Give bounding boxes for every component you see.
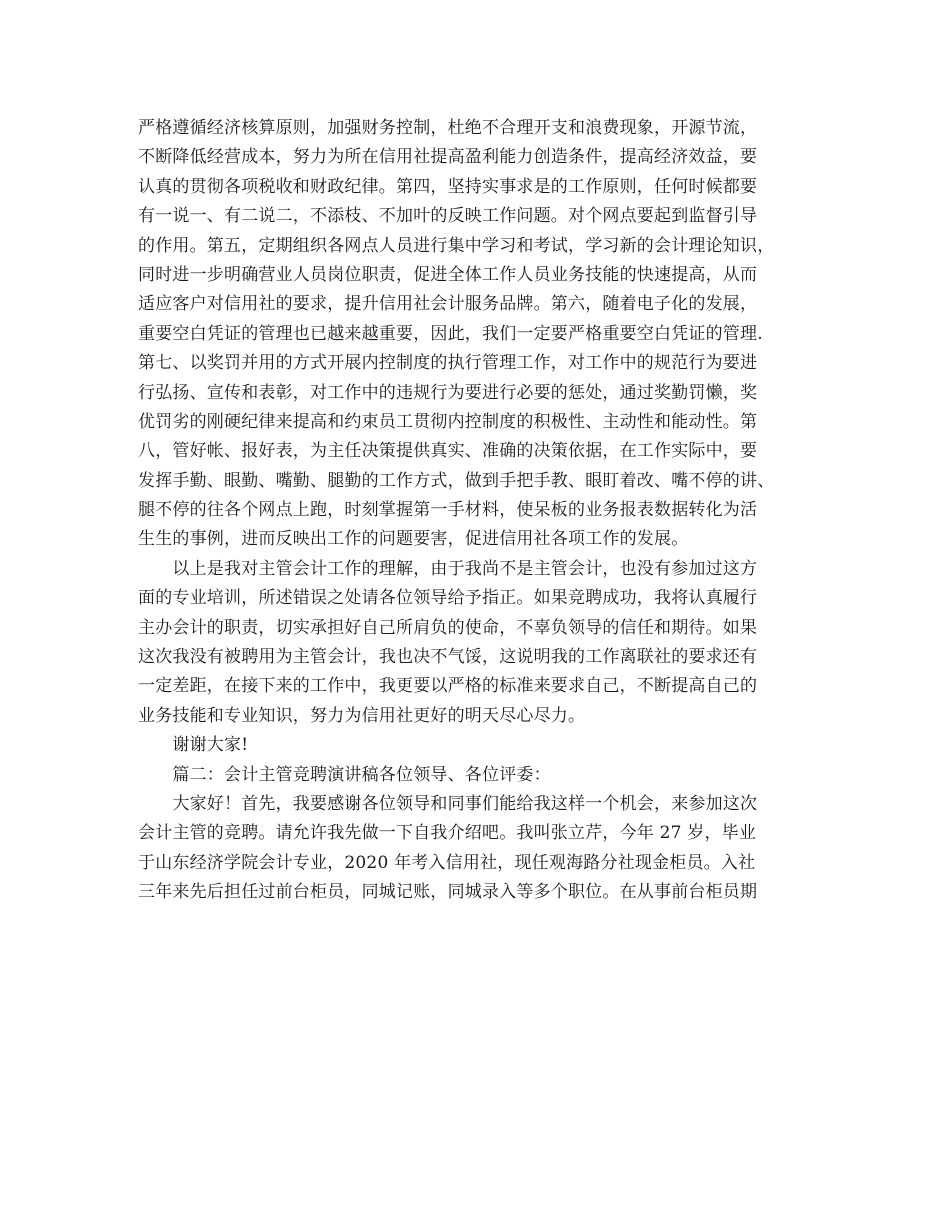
document-body [138,114,828,908]
text-line: 生生的事例，进而反映出工作的问题要害，促进信用社各项工作的发展。 [138,529,689,550]
text-line: 有一说一、有二说二，不添枝、不加叶的反映工作问题。对个网点要起到监督引导 [138,206,758,227]
text-line: 同时进一步明确营业人员岗位职责，促进全体工作人员业务技能的快速提高，从而 [138,264,758,285]
text-line: 三年来先后担任过前台柜员，同城记账，同城录入等多个职位。在从事前台柜员期 [138,882,758,903]
text-line: 谢谢大家! [138,735,249,756]
text-line: 于山东经济学院会计专业，2020 年考入信用社，现任观海路分社现金柜员。入社 [138,852,756,873]
text-line: 重要空白凭证的管理也已越来越重要，因此，我们一定要严格重要空白凭证的管理. [138,323,763,344]
text-line: 大家好！首先，我要感谢各位领导和同事们能给我这样一个机会，来参加这次 [138,793,758,814]
text-line: 一定差距，在接下来的工作中，我更要以严格的标准来要求自己，不断提高自己的 [138,676,758,697]
text-line: 八，管好帐、报好表，为主任决策提供真实、准确的决策依据，在工作实际中，要 [138,441,758,462]
text-line: 腿不停的往各个网点上跑，时刻掌握第一手材料，使呆板的业务报表数据转化为活 [138,500,758,521]
text-line: 严格遵循经济核算原则，加强财务控制，杜绝不合理开支和浪费现象，开源节流， [138,118,758,138]
text-line: 第七、以奖罚并用的方式开展内控制度的执行管理工作，对工作中的规范行为要进 [138,353,758,374]
text-line: 这次我没有被聘用为主管会计，我也决不气馁，这说明我的工作离联社的要求还有 [138,647,758,668]
text-line: 不断降低经营成本，努力为所在信用社提高盈利能力创造条件，提高经济效益，要 [138,147,758,168]
text-line: 会计主管的竞聘。请允许我先做一下自我介绍吧。我叫张立芹，今年 27 岁，毕业 [138,823,757,844]
text-line: 行弘扬、宣传和表彰，对工作中的违规行为要进行必要的惩处，通过奖勤罚懒，奖 [138,382,758,403]
text-line: 以上是我对主管会计工作的理解，由于我尚不是主管会计，也没有参加过这方 [138,558,758,579]
text-line: 篇二：会计主管竞聘演讲稿各位领导、各位评委： [138,764,551,785]
text-line: 认真的贯彻各项税收和财政纪律。第四，坚持实事求是的工作原则，任何时候都要 [138,176,758,197]
text-line: 适应客户对信用社的要求，提升信用社会计服务品牌。第六，随着电子化的发展， [138,294,758,315]
text-line: 的作用。第五，定期组织各网点人员进行集中学习和考试，学习新的会计理论知识， [138,235,775,256]
text-line: 业务技能和专业知识，努力为信用社更好的明天尽心尽力。 [138,705,586,726]
text-line: 面的专业培训，所述错误之处请各位领导给予指正。如果竞聘成功，我将认真履行 [138,588,758,609]
text-line: 优罚劣的刚硬纪律来提高和约束员工贯彻内控制度的积极性、主动性和能动性。第 [138,411,758,432]
text-line: 主办会计的职责，切实承担好自己所肩负的使命，不辜负领导的信任和期待。如果 [138,617,758,638]
text-line: 发挥手勤、眼勤、嘴勤、腿勤的工作方式，做到手把手教、眼盯着改、嘴不停的讲、 [138,470,775,491]
